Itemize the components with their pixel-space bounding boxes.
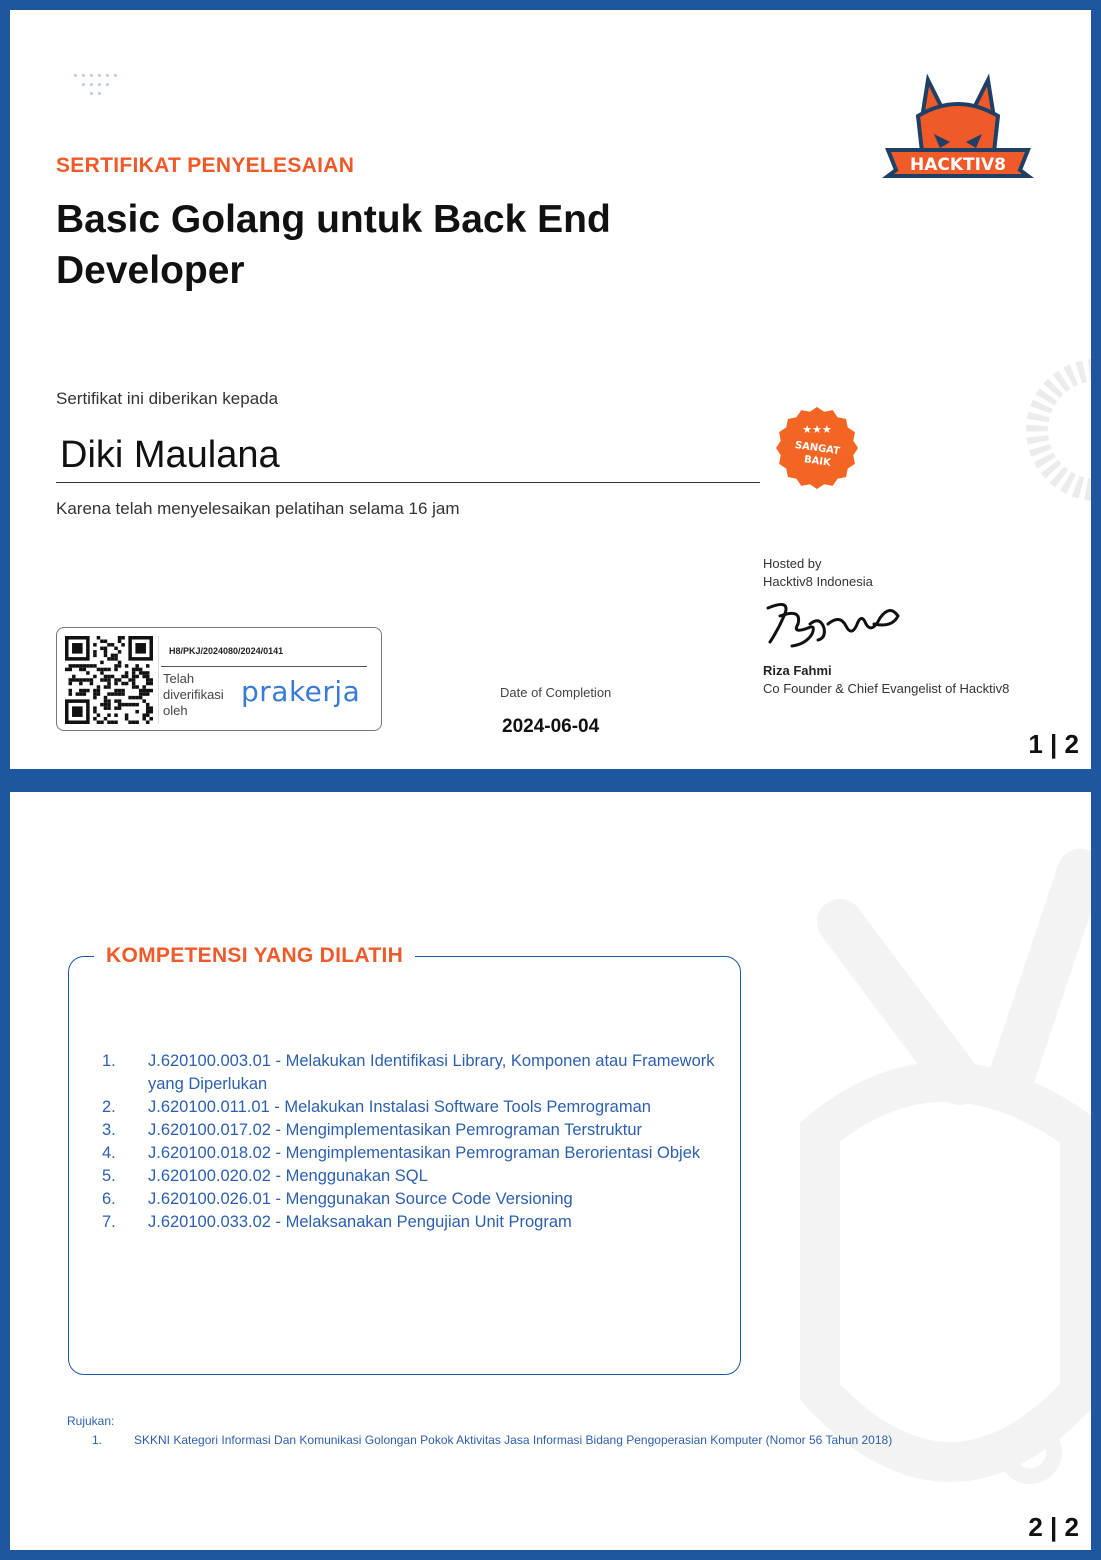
list-item-number: 3.	[102, 1121, 116, 1139]
completion-date: 2024-06-04	[502, 716, 600, 737]
list-item-text: J.620100.017.02 - Mengimplementasikan Pemrograman Terstruktur	[148, 1121, 643, 1139]
sangat-baik-badge-icon	[776, 407, 858, 489]
logo-text: HACKTIV8	[910, 155, 1006, 175]
signature-image	[762, 594, 902, 652]
given-to-label: Sertifikat ini diberikan kepada	[56, 389, 279, 408]
reference-label: Rujukan:	[67, 1414, 115, 1428]
hacktiv8-fox-logo	[882, 72, 1034, 190]
certificate-number: H8/PKJ/2024080/2024/0141	[169, 646, 284, 656]
dot-grid-icon	[74, 74, 124, 102]
list-item-text: J.620100.003.01 - Melakukan Identifikasi Library, Komponen atau Framework yang Diperlukan	[148, 1052, 715, 1093]
list-item	[102, 1096, 732, 1119]
list-item-number: 6.	[102, 1190, 116, 1208]
completion-date-label: Date of Completion	[500, 685, 612, 700]
list-item	[102, 1211, 732, 1234]
recipient-name: Diki Maulana	[60, 434, 280, 476]
hosted-by-label: Hosted by	[763, 556, 822, 571]
prakerja-logo: prakerja	[241, 675, 361, 708]
verification-box	[56, 627, 382, 731]
certificate-page-2	[10, 792, 1091, 1550]
list-item-text: J.620100.033.02 - Melaksanakan Pengujian Unit Program	[148, 1213, 572, 1231]
reference-number: 1.	[92, 1433, 103, 1447]
list-item-text: J.620100.020.02 - Menggunakan SQL	[148, 1167, 428, 1185]
list-item	[102, 1188, 732, 1211]
certificate-type: SERTIFIKAT PENYELESAIAN	[56, 154, 355, 177]
list-item-number: 1.	[102, 1052, 116, 1070]
list-item-text: J.620100.011.01 - Melakukan Instalasi Software Tools Pemrograman	[148, 1098, 651, 1116]
list-item-number: 2.	[102, 1098, 116, 1116]
reference-text: SKKNI Kategori Informasi Dan Komunikasi Golongan Pokok Aktivitas Jasa Informasi Bidang Pengoperasian Komputer (Nomor 56 Tahun 2018)	[134, 1433, 893, 1447]
list-item-number: 5.	[102, 1167, 116, 1185]
signer-name: Riza Fahmi	[763, 663, 832, 678]
completion-reason: Karena telah menyelesaikan pelatihan selama 16 jam	[56, 499, 460, 518]
list-item	[102, 1165, 732, 1188]
divider	[158, 636, 159, 724]
badge-line1: SANGAT	[794, 439, 841, 458]
list-item	[102, 1050, 732, 1096]
hosted-by	[763, 555, 873, 591]
qr-code-icon[interactable]	[65, 636, 153, 724]
page-number: 1 | 2	[1028, 729, 1079, 759]
hosted-by-org: Hacktiv8 Indonesia	[763, 574, 873, 589]
recipient-underline	[56, 482, 760, 483]
list-item-text: J.620100.018.02 - Mengimplementasikan Pemrograman Berorientasi Objek	[148, 1144, 701, 1162]
divider	[161, 666, 367, 667]
verified-by-label: Telah diverifikasi oleh	[163, 671, 224, 718]
reference-item	[92, 1432, 922, 1449]
course-title: Basic Golang untuk Back End Developer	[56, 198, 611, 292]
list-item-number: 7.	[102, 1213, 116, 1231]
list-item-number: 4.	[102, 1144, 116, 1162]
page-number: 2 | 2	[1028, 1512, 1079, 1542]
list-item	[102, 1142, 732, 1165]
certificate-page-1	[10, 10, 1091, 769]
svg-text:★★★: ★★★	[802, 424, 832, 436]
signer-role: Co Founder & Chief Evangelist of Hacktiv8	[763, 681, 1010, 696]
competency-list	[102, 1050, 732, 1234]
decorative-arc-icon	[1022, 355, 1091, 505]
badge-line2: BAIK	[803, 454, 832, 469]
list-item-text: J.620100.026.01 - Menggunakan Source Code Versioning	[148, 1190, 573, 1208]
list-item	[102, 1119, 732, 1142]
competency-title: KOMPETENSI YANG DILATIH	[94, 944, 415, 968]
fox-watermark-icon	[780, 832, 1091, 1512]
